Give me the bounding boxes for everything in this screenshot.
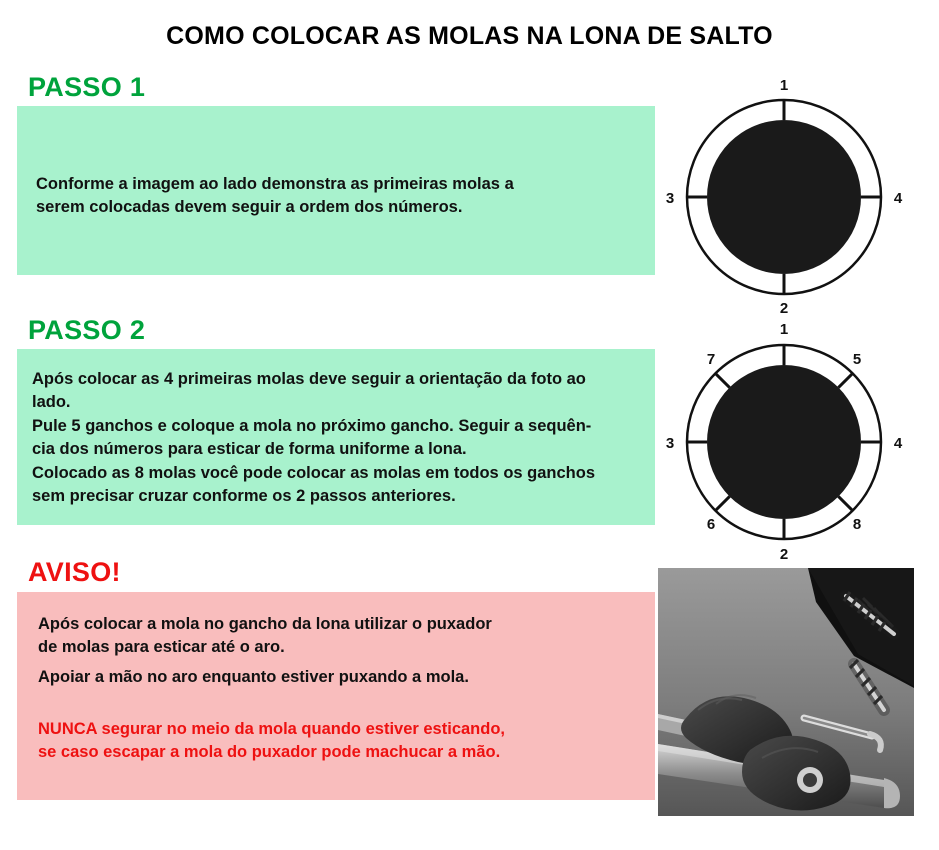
- trampoline-step-2-diagram: [660, 318, 909, 566]
- step-2-line-4: cia dos números para esticar de forma uniforme a lona.: [32, 440, 467, 459]
- svg-text:1: 1: [779, 321, 789, 338]
- step-1-heading: PASSO 1: [28, 72, 146, 102]
- svg-text:3: 3: [665, 435, 675, 452]
- step-1-line-2: serem colocadas devem seguir a ordem dos números.: [36, 198, 463, 217]
- warning-line-1: Após colocar a mola no gancho da lona utilizar o puxador: [38, 615, 492, 633]
- step-2-line-1: Após colocar as 4 primeiras molas deve seguir a orientação da foto ao: [32, 370, 586, 388]
- svg-text:4: 4: [893, 190, 903, 207]
- svg-text:8: 8: [852, 516, 862, 533]
- jump-mat: [707, 365, 861, 519]
- step-2-line-5: Colocado as 8 molas você pode colocar as molas em todos os ganchos: [32, 463, 596, 482]
- step-2-heading: PASSO 2: [28, 315, 146, 345]
- svg-text:2: 2: [779, 546, 789, 563]
- warning-red-line-1: NUNCA segurar no meio da mola quando estiver esticando,: [38, 720, 505, 738]
- warning-line-3: Apoiar a mão no aro enquanto estiver puxando a mola.: [38, 667, 469, 686]
- page-title: COMO COLOCAR AS MOLAS NA LONA DE SALTO: [166, 22, 773, 50]
- step-1-text: [36, 173, 636, 220]
- hands-pulling-spring-photo: [658, 568, 914, 816]
- svg-text:4: 4: [893, 435, 903, 452]
- svg-text:6: 6: [706, 516, 716, 533]
- step-2-line-6: sem precisar cruzar conforme os 2 passos anteriores.: [32, 487, 456, 506]
- svg-text:5: 5: [852, 351, 862, 368]
- svg-text:2: 2: [779, 300, 789, 317]
- step-2-text: [32, 368, 647, 509]
- warning-text-red: [38, 718, 638, 765]
- svg-text:7: 7: [706, 351, 716, 368]
- step-2-line-2: lado.: [32, 393, 71, 412]
- svg-text:3: 3: [665, 190, 675, 207]
- step-1-line-1: Conforme a imagem ao lado demonstra as primeiras molas a: [36, 175, 514, 193]
- warning-red-line-2: se caso escapar a mola do puxador pode machucar a mão.: [38, 743, 501, 762]
- svg-text:1: 1: [779, 77, 789, 94]
- step-2-line-3: Pule 5 ganchos e coloque a mola no próximo gancho. Seguir a sequên-: [32, 416, 592, 435]
- trampoline-step-1-diagram: [660, 75, 909, 320]
- jump-mat: [707, 120, 861, 274]
- warning-heading: AVISO!: [28, 557, 121, 587]
- warning-text: [38, 613, 638, 689]
- warning-line-2: de molas para esticar até o aro.: [38, 638, 285, 657]
